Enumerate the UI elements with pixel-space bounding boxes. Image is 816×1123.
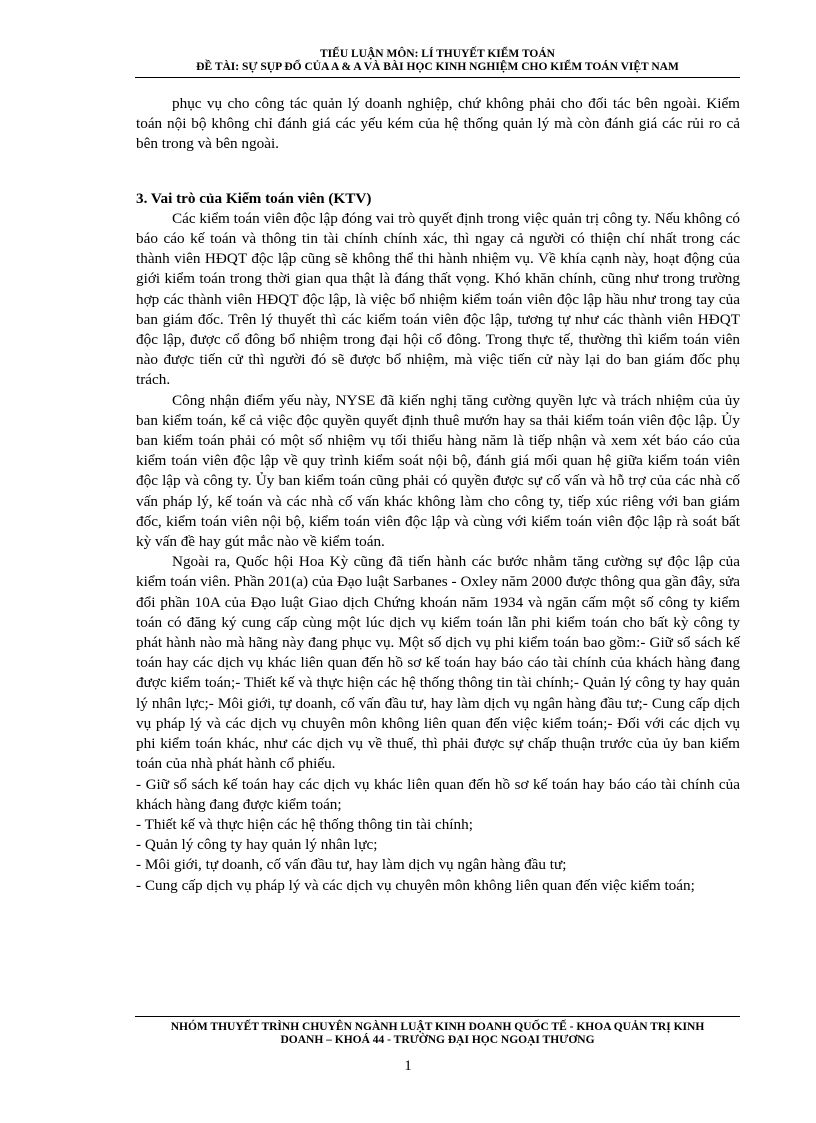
section-heading: 3. Vai trò của Kiểm toán viên (KTV) — [136, 189, 372, 207]
intro-paragraph: phục vụ cho công tác quản lý doanh nghiệp, chứ không phải cho đối tác bên ngoài. Kiểm toán nội bộ không chỉ đánh giá các yếu kém của hệ thống quản lý mà còn đánh giá các rủi ro cả bên trong và bên ngoài. — [136, 95, 740, 153]
document-body — [136, 94, 740, 896]
list-item: - Quản lý công ty hay quản lý nhân lực; — [136, 836, 378, 854]
spacer — [136, 155, 740, 189]
paragraph: Các kiểm toán viên độc lập đóng vai trò quyết định trong việc quản trị công ty. Nếu không có báo cáo kế toán và thông tin tài chính chính xác, thì ngay cả người có thiện chí nhất trong các thành viên HĐQT độc lập cũng sẽ không thể thi hành nhiệm vụ. Về khía cạnh này, hoạt động của giới kiểm toán trong thời gian qua thật là đáng thất vọng. Khó khăn chính, cũng như trong trường hợp các thành viên HĐQT độc lập, là việc bổ nhiệm kiểm toán viên độc lập hầu như trong tay của ban giám đốc. Trên lý thuyết thì các kiểm toán viên độc lập, tương tự như các thành viên HĐQT độc lập, được cổ đông bổ nhiệm trong đại hội cổ đông. Trong thực tế, thường thì kiểm toán viên nào được tiến cử thì người đó sẽ được bổ nhiệm, mà việc tiến cử này lại do ban giám đốc phụ trách. — [136, 209, 740, 389]
header-title: TIỂU LUẬN MÔN: LÍ THUYẾT KIỂM TOÁN — [320, 48, 555, 60]
list-item: - Thiết kế và thực hiện các hệ thống thông tin tài chính; — [136, 815, 473, 833]
page-header — [135, 48, 740, 74]
list-item: - Cung cấp dịch vụ pháp lý và các dịch vụ chuyên môn không liên quan đến việc kiểm toán; — [136, 876, 695, 894]
page-number: 1 — [404, 1058, 412, 1074]
list-item: - Môi giới, tự doanh, cố vấn đầu tư, hay làm dịch vụ ngân hàng đầu tư; — [136, 856, 567, 874]
page-footer — [135, 1021, 740, 1047]
paragraph: Công nhận điểm yếu này, NYSE đã kiến nghị tăng cường quyền lực và trách nhiệm của ủy ban kiểm toán, kể cả việc độc quyền quyết định thuê mướn hay sa thải kiểm toán viên độc lập. Ủy ban kiểm toán phải có một số nhiệm vụ tối thiểu hàng năm là tiếp nhận và xem xét báo cáo của kiểm toán viên độc lập về quy trình kiểm soát nội bộ, đánh giá mối quan hệ giữa kiểm toán viên độc lập và công ty. Ủy ban kiểm toán cũng phải có quyền được sự cố vấn và hỗ trợ của các nhà cố vấn pháp lý, kế toán và các nhà cố vấn khác không làm cho công ty, tiếp xúc riêng với ban giám đốc, kiểm toán viên nội bộ, kiểm toán viên độc lập và cùng với kiểm toán viên độc lập rà soát bất kỳ vấn đề hay gút mắc nào về kiểm toán. — [136, 391, 740, 551]
paragraph: Ngoài ra, Quốc hội Hoa Kỳ cũng đã tiến hành các bước nhằm tăng cường sự độc lập của kiểm toán viên. Phần 201(a) của Đạo luật Sarbanes - Oxley năm 2000 được thông qua gần đây, sửa đổi phần 10A của Đạo luật Giao dịch Chứng khoán năm 1934 và ngăn cấm một số công ty kiểm toán có đăng ký cung cấp cùng một lúc dịch vụ kiểm toán lẫn phi kiểm toán cho bất kỳ công ty phát hành nào mà hãng này đang phục vụ. Một số dịch vụ phi kiểm toán bao gồm:- Giữ sổ sách kế toán hay các dịch vụ khác liên quan đến hồ sơ kế toán hay báo cáo tài chính của khách hàng đang được kiểm toán;- Thiết kế và thực hiện các hệ thống thông tin tài chính;- Quản lý công ty hay quản lý nhân lực;- Môi giới, tự doanh, cố vấn đầu tư, hay làm dịch vụ ngân hàng đầu tư;- Cung cấp dịch vụ pháp lý và các dịch vụ chuyên môn không liên quan đến việc kiểm toán;- Đối với các dịch vụ phi kiểm toán khác, như các dịch vụ về thuế, thì phải được sự chấp thuận trước của ủy ban kiểm toán của nhà phát hành cổ phiếu. — [136, 553, 740, 773]
header-subtitle: ĐỀ TÀI: SỰ SỤP ĐỔ CỦA A & A VÀ BÀI HỌC KINH NGHIỆM CHO KIỂM TOÁN VIỆT NAM — [196, 61, 679, 73]
list-item: - Giữ sổ sách kế toán hay các dịch vụ khác liên quan đến hồ sơ kế toán hay báo cáo tài chính của khách hàng đang được kiểm toán; — [136, 775, 740, 813]
footer-line-2: DOANH – KHOÁ 44 - TRƯỜNG ĐẠI HỌC NGOẠI THƯƠNG — [280, 1034, 595, 1046]
footer-divider — [135, 1016, 740, 1017]
header-divider — [135, 77, 740, 78]
footer-line-1: NHÓM THUYẾT TRÌNH CHUYÊN NGÀNH LUẬT KINH DOANH QUỐC TẾ - KHOA QUẢN TRỊ KINH — [170, 1021, 705, 1033]
